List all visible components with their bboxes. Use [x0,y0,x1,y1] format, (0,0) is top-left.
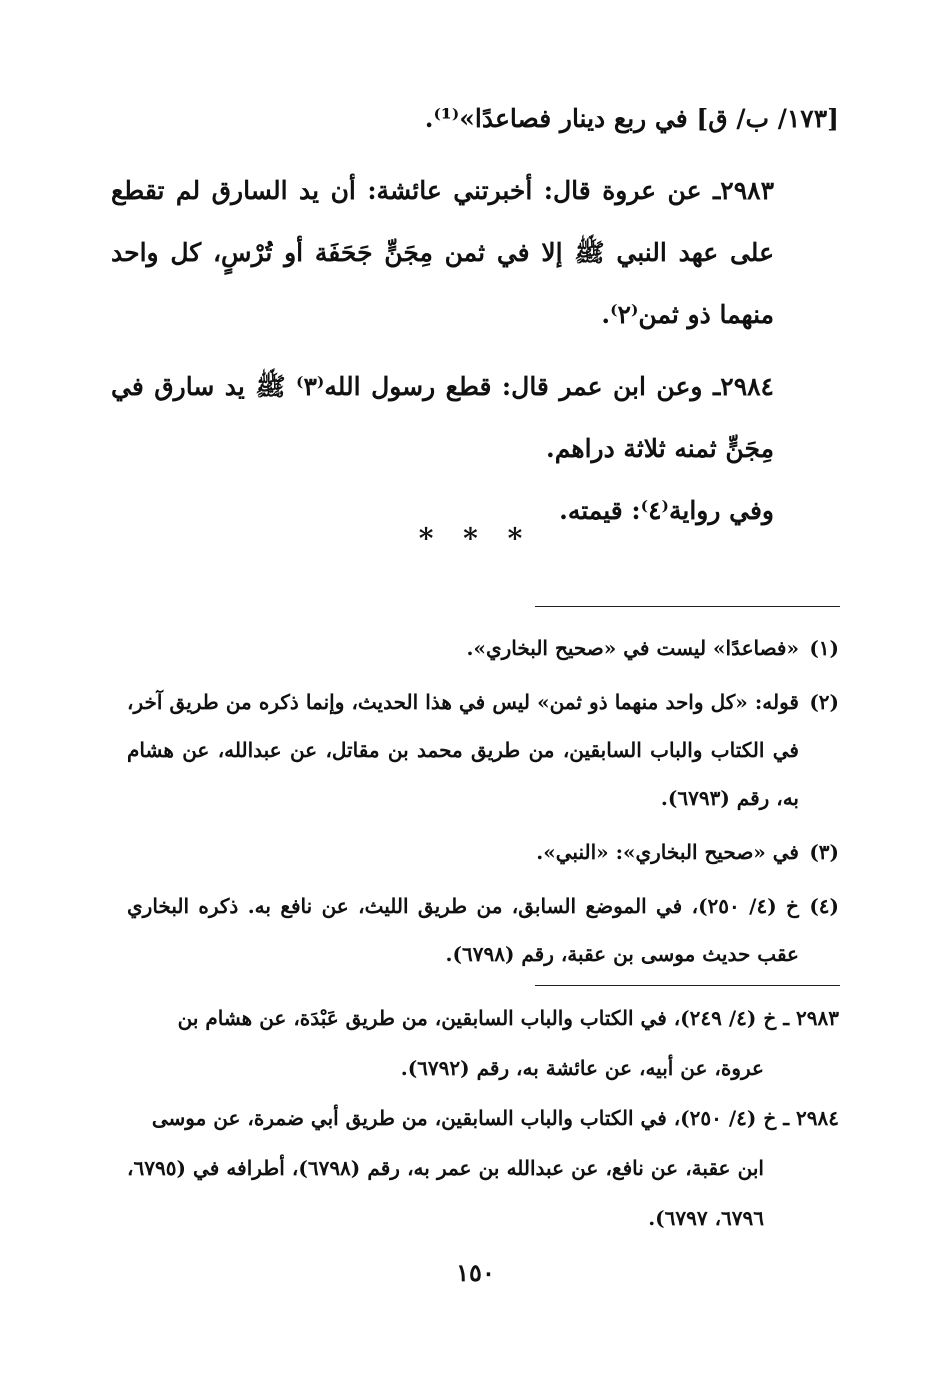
footnote-text: قوله: «كل واحد منهما ذو ثمن» ليس في هذا الحديث، وإنما ذكره من طريق آخر، في الكتاب والباب السابقين، من طريق محمد بن مقاتل، عن عبدالله، عن هشام به، رقم (٦٧٩٣). [127,690,799,810]
hadith-number: ٢٩٨٤ [720,372,774,401]
footnotes [127,624,839,978]
page-number: ١٥٠ [456,1258,495,1287]
footnote-text: في «صحيح البخاري»: «النبي». [536,840,799,864]
takhrij-notes [127,993,839,1243]
footnote-number: (٣) [809,840,839,864]
footnote-number: (١) [809,636,839,660]
hadith-text: ـ عن عروة قال: أخبرتني عائشة: أن يد السارق لم تقطع على عهد النبي ﷺ إلا في ثمن مِجَنٍّ جَحَفَة أو تُرْسٍ، كل واحد منهما ذو ثمن⁽٢⁾. [111,176,774,329]
footnote-number: (٤) [809,894,839,918]
footnote-item [127,624,839,672]
footnote-item [127,828,839,876]
takhrij-cont: عروة، عن أبيه، عن عائشة به، رقم (٦٧٩٢). [400,1056,764,1080]
takhrij-cont: ابن عقبة، عن نافع، عن عبدالله بن عمر به، رقم (٦٧٩٨)، أطرافه في (٦٧٩٥، ٦٧٩٦، ٦٧٩٧). [127,1156,764,1230]
hadith-number: ٢٩٨٣ [720,176,774,205]
footnote-text: خ (٤/ ٢٥٠)، في الموضع السابق، من طريق الليث، عن نافع به. ذكره البخاري عقب حديث موسى بن عقبة، رقم (٦٧٩٨). [127,894,799,966]
riwaya-line: وفي رواية⁽٤⁾: قيمته. [559,496,774,525]
continued-line: [١٧٣/ ب/ ق] في ربع دينار فصاعدًا»⁽¹⁾. [424,104,839,133]
footnote-divider [535,606,840,607]
takhrij-head: ٢٩٨٣ ـ خ (٤/ ٢٤٩)، في الكتاب والباب السابقين، من طريق عَبْدَة، عن هشام بن [177,1006,839,1030]
takhrij-item [127,993,839,1093]
takhrij-head: ٢٩٨٤ ـ خ (٤/ ٢٥٠)، في الكتاب والباب السابقين، من طريق أبي ضمرة، عن موسى [151,1106,839,1130]
takhrij-item [127,1093,839,1243]
takhrij-divider [535,985,840,986]
footnote-number: (٢) [809,690,839,714]
hadith-2983 [111,160,839,346]
footnote-item [127,882,839,978]
main-text [111,88,839,542]
section-separator: * * * [418,522,533,555]
hadith-text: ـ وعن ابن عمر قال: قطع رسول الله⁽٣⁾ ﷺ يد سارق في مِجَنٍّ ثمنه ثلاثة دراهم. [111,372,774,463]
hadith-2984 [111,356,839,480]
footnote-item [127,678,839,822]
footnote-text: «فصاعدًا» ليست في «صحيح البخاري». [466,636,799,660]
